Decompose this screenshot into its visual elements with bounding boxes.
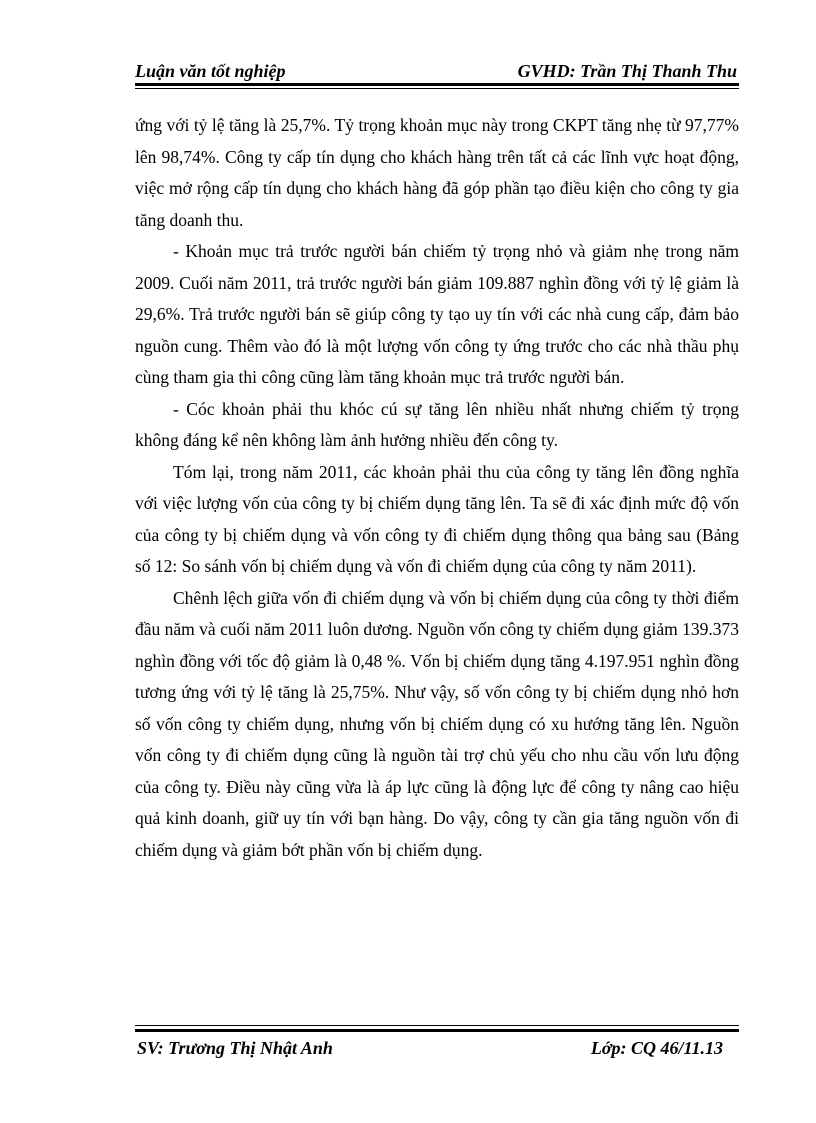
header-thesis-title: Luận văn tốt nghiệp [135, 61, 286, 81]
paragraph-5: Chênh lệch giữa vốn đi chiếm dụng và vốn bị chiếm dụng của công ty thời điểm đầu năm và cuối năm 2011 luôn dương. Nguồn vốn công ty chiếm dụng giảm 139.373 nghìn đồng với tốc độ giảm là 0,48 %. Vốn bị chiếm dụng tăng 4.197.951 nghìn đồng tương ứng với tỷ lệ tăng là 25,75%. Như vậy, số vốn công ty bị chiếm dụng nhỏ hơn số vốn công ty chiếm dụng, nhưng vốn bị chiếm dụng có xu hướng tăng lên. Nguồn vốn công ty đi chiếm dụng cũng là nguồn tài trợ chủ yếu cho nhu cầu vốn lưu động của công ty. Điều này cũng vừa là áp lực cũng là động lực để công ty nâng cao hiệu quả kinh doanh, giữ uy tín với bạn hàng. Do vậy, công ty cần gia tăng nguồn vốn đi chiếm dụng và giảm bớt phần vốn bị chiếm dụng. [135, 587, 739, 860]
header-rule-thick [135, 83, 739, 86]
header-supervisor: GVHD: Trần Thị Thanh Thu [517, 61, 737, 81]
page-header [135, 58, 739, 88]
page-footer [135, 1025, 739, 1065]
paragraph-4: Tóm lại, trong năm 2011, các khoản phải thu của công ty tăng lên đồng nghĩa với việc lượng vốn của công ty bị chiếm dụng tăng lên. Ta sẽ đi xác định mức độ vốn của công ty bị chiếm dụng và vốn công ty đi chiếm dụng thông qua bảng sau (Bảng số 12: So sánh vốn bị chiếm dụng và vốn đi chiếm dụng của công ty năm 2011). [135, 461, 739, 576]
paragraph-1: ứng với tỷ lệ tăng là 25,7%. Tỷ trọng khoản mục này trong CKPT tăng nhẹ từ 97,77% lên 98,74%. Công ty cấp tín dụng cho khách hàng trên tất cả các lĩnh vực hoạt động, việc mở rộng cấp tín dụng cho khách hàng đã góp phần tạo điều kiện cho công ty gia tăng doanh thu. [135, 115, 739, 230]
page-body [135, 110, 739, 866]
paragraph-2: - Khoản mục trả trước người bán chiếm tỷ trọng nhỏ và giảm nhẹ trong năm 2009. Cuối năm 2011, trả trước người bán giảm 109.887 nghìn đồng với tỷ lệ giảm là 29,6%. Trả trước người bán sẽ giúp công ty tạo uy tín với các nhà cung cấp, đảm bảo nguồn cung. Thêm vào đó là một lượng vốn công ty ứng trước cho các nhà thầu phụ cùng tham gia thi công cũng làm tăng khoản mục trả trước người bán. [135, 241, 739, 387]
footer-rule-thin [135, 1025, 739, 1026]
header-rule-thin [135, 88, 739, 89]
paragraph-3: - Cóc khoản phải thu khóc cú sự tăng lên nhiều nhất nhưng chiếm tỷ trọng không đáng kể nên không làm ảnh hưởng nhiều đến công ty. [135, 398, 739, 450]
footer-student-name: SV: Trương Thị Nhật Anh [137, 1038, 333, 1058]
footer-rule-thick [135, 1029, 739, 1032]
footer-class: Lớp: CQ 46/11.13 [590, 1038, 723, 1058]
